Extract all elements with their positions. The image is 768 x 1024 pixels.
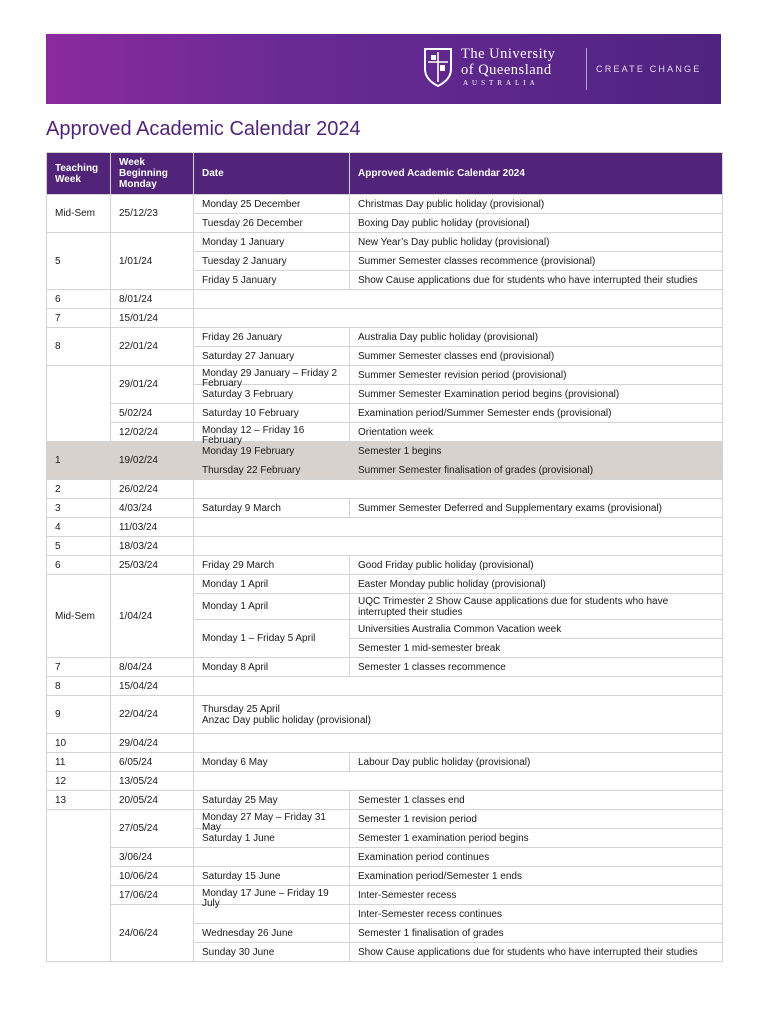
week-beginning-cell: 11/03/24: [111, 518, 194, 537]
week-beginning-cell: 13/05/24: [111, 772, 194, 791]
date-cell: Tuesday 26 December: [194, 214, 350, 233]
event-cell: Summer Semester finalisation of grades (provisional): [350, 461, 723, 480]
table-row: [47, 328, 723, 347]
event-cell: Good Friday public holiday (provisional): [350, 556, 723, 575]
week-beginning-cell: 8/01/24: [111, 290, 194, 309]
date-cell: Thursday 22 February: [194, 461, 350, 480]
event-cell: Semester 1 finalisation of grades: [350, 924, 723, 943]
date-text: Monday 12 – Friday 16 February: [202, 425, 305, 446]
week-beginning-cell: 10/06/24: [111, 867, 194, 886]
header-date: Date: [194, 153, 350, 195]
week-beginning-cell: 4/03/24: [111, 499, 194, 518]
event-cell: Boxing Day public holiday (provisional): [350, 214, 723, 233]
week-beginning-cell: 3/06/24: [111, 848, 194, 867]
empty-cell: [194, 677, 723, 696]
event-cell: Semester 1 mid-semester break: [350, 639, 723, 658]
teaching-week-cell: 8: [47, 328, 111, 366]
date-cell: Sunday 30 June: [194, 943, 350, 962]
table-row: [47, 537, 723, 556]
table-row: [47, 810, 723, 829]
week-beginning-cell: 27/05/24: [111, 810, 194, 848]
date-cell: Friday 26 January: [194, 328, 350, 347]
event-cell: Australia Day public holiday (provisional): [350, 328, 723, 347]
week-beginning-cell: 8/04/24: [111, 658, 194, 677]
table-row: [47, 753, 723, 772]
week-beginning-cell: 25/12/23: [111, 195, 194, 233]
event-cell: Semester 1 examination period begins: [350, 829, 723, 848]
event-cell: Show Cause applications due for students who have interrupted their studies: [350, 271, 723, 290]
empty-cell: [194, 772, 723, 791]
teaching-week-cell: [47, 810, 111, 962]
event-cell: Semester 1 begins: [350, 442, 723, 461]
event-cell: Universities Australia Common Vacation week: [350, 620, 723, 639]
date-cell: Monday 1 April: [194, 575, 350, 594]
teaching-week-cell: 5: [47, 537, 111, 556]
date-cell: Saturday 15 June: [194, 867, 350, 886]
date-cell: [194, 423, 350, 446]
event-cell: UQC Trimester 2 Show Cause applications due for students who have interrupted their studies: [350, 594, 723, 620]
week-beginning-cell: 22/04/24: [111, 696, 194, 734]
date-cell: Monday 25 December: [194, 195, 350, 214]
week-beginning-cell: 29/01/24: [111, 366, 194, 404]
table-row: [47, 791, 723, 810]
date-cell: Monday 1 April: [194, 594, 350, 620]
event-cell: Summer Semester Deferred and Supplementary exams (provisional): [350, 499, 723, 518]
event-cell: Summer Semester classes recommence (provisional): [350, 252, 723, 271]
event-cell: Orientation week: [350, 423, 723, 442]
brand-line-1: The University: [461, 46, 556, 62]
teaching-week-cell: 7: [47, 309, 111, 328]
date-cell: Saturday 27 January: [194, 347, 350, 366]
empty-cell: [194, 537, 723, 556]
date-cell: Friday 5 January: [194, 271, 350, 290]
date-cell: [194, 886, 350, 909]
week-beginning-cell: 24/06/24: [111, 905, 194, 962]
event-cell: Examination period continues: [350, 848, 723, 867]
event-cell: Summer Semester Examination period begins (provisional): [350, 385, 723, 404]
week-beginning-cell: 6/05/24: [111, 753, 194, 772]
table-row: [47, 658, 723, 677]
empty-cell: [194, 734, 723, 753]
table-row: [47, 886, 723, 905]
table-row: [47, 309, 723, 328]
date-cell: Tuesday 2 January: [194, 252, 350, 271]
teaching-week-cell: Mid-Sem: [47, 195, 111, 233]
event-cell: Summer Semester classes end (provisional): [350, 347, 723, 366]
table-row: [47, 499, 723, 518]
date-cell: Saturday 3 February: [194, 385, 350, 404]
week-beginning-cell: 19/02/24: [111, 442, 194, 480]
date-cell: Monday 1 – Friday 5 April: [194, 620, 350, 658]
university-crest-icon: [423, 47, 453, 87]
date-text: Thursday 25 April: [202, 703, 280, 715]
table-row: [47, 677, 723, 696]
event-cell: Examination period/Semester 1 ends: [350, 867, 723, 886]
table-row: [47, 734, 723, 753]
week-beginning-cell: 29/04/24: [111, 734, 194, 753]
brand-line-3: AUSTRALIA: [463, 79, 539, 87]
empty-cell: [194, 518, 723, 537]
teaching-week-cell: 3: [47, 499, 111, 518]
teaching-week-cell: 11: [47, 753, 111, 772]
table-row: [47, 366, 723, 385]
week-beginning-cell: 1/04/24: [111, 575, 194, 658]
date-cell: [194, 848, 350, 867]
event-cell: Christmas Day public holiday (provisional): [350, 195, 723, 214]
teaching-week-cell: 13: [47, 791, 111, 810]
date-cell: Saturday 25 May: [194, 791, 350, 810]
university-wordmark: [461, 46, 555, 88]
week-beginning-cell: 5/02/24: [111, 404, 194, 423]
empty-cell: [194, 290, 723, 309]
header-calendar: Approved Academic Calendar 2024: [350, 153, 723, 195]
date-cell: Friday 29 March: [194, 556, 350, 575]
date-cell: [194, 366, 350, 389]
teaching-week-cell: [47, 366, 111, 442]
event-cell: Semester 1 classes end: [350, 791, 723, 810]
date-cell: Saturday 9 March: [194, 499, 350, 518]
header-week-beginning: Week Beginning Monday: [111, 153, 194, 195]
empty-cell: [194, 309, 723, 328]
brand-line-2: of Queensland: [461, 62, 552, 78]
week-beginning-cell: 22/01/24: [111, 328, 194, 366]
week-beginning-cell: 20/05/24: [111, 791, 194, 810]
week-beginning-cell: 17/06/24: [111, 886, 194, 905]
week-beginning-cell: 1/01/24: [111, 233, 194, 290]
teaching-week-cell: 5: [47, 233, 111, 290]
teaching-week-cell: 12: [47, 772, 111, 791]
teaching-week-cell: 10: [47, 734, 111, 753]
table-row: [47, 848, 723, 867]
date-cell: Monday 6 May: [194, 753, 350, 772]
event-cell: Semester 1 classes recommence: [350, 658, 723, 677]
table-row: [47, 867, 723, 886]
week-beginning-cell: 15/04/24: [111, 677, 194, 696]
teaching-week-cell: 8: [47, 677, 111, 696]
table-row: [47, 905, 723, 924]
calendar-table: [46, 152, 723, 962]
table-row: [47, 696, 723, 734]
table-header-row: [47, 153, 723, 195]
table-row: [47, 575, 723, 594]
date-cell: Saturday 10 February: [194, 404, 350, 423]
teaching-week-cell: 9: [47, 696, 111, 734]
event-cell: Inter-Semester recess continues: [350, 905, 723, 924]
week-beginning-cell: 15/01/24: [111, 309, 194, 328]
date-cell: Saturday 1 June: [194, 829, 350, 848]
header-banner: [46, 34, 721, 104]
table-row: [47, 556, 723, 575]
week-beginning-cell: 26/02/24: [111, 480, 194, 499]
teaching-week-cell: 6: [47, 556, 111, 575]
date-text: Monday 29 January – Friday 2 February: [202, 368, 338, 389]
table-row: [47, 480, 723, 499]
event-cell: Summer Semester revision period (provisional): [350, 366, 723, 385]
week-beginning-cell: 12/02/24: [111, 423, 194, 442]
empty-cell: [194, 480, 723, 499]
page-title: Approved Academic Calendar 2024: [46, 118, 361, 140]
teaching-week-cell: Mid-Sem: [47, 575, 111, 658]
date-cell: [194, 810, 350, 833]
event-cell: Examination period/Summer Semester ends (provisional): [350, 404, 723, 423]
event-cell: New Year’s Day public holiday (provisional): [350, 233, 723, 252]
table-row-highlighted: [47, 442, 723, 461]
event-cell: Labour Day public holiday (provisional): [350, 753, 723, 772]
teaching-week-cell: 2: [47, 480, 111, 499]
date-text: Monday 27 May – Friday 31 May: [202, 812, 326, 833]
event-text: Anzac Day public holiday (provisional): [202, 714, 371, 726]
banner-divider: [586, 48, 587, 90]
table-row: [47, 518, 723, 537]
table-row: [47, 404, 723, 423]
week-beginning-cell: 18/03/24: [111, 537, 194, 556]
brand-tagline: CREATE CHANGE: [596, 64, 702, 74]
table-row: [47, 423, 723, 442]
combined-cell: [194, 696, 723, 734]
event-cell: Semester 1 revision period: [350, 810, 723, 829]
week-beginning-cell: 25/03/24: [111, 556, 194, 575]
date-text: Monday 17 June – Friday 19 July: [202, 888, 329, 909]
event-cell: Inter-Semester recess: [350, 886, 723, 905]
date-cell: Monday 8 April: [194, 658, 350, 677]
table-row: [47, 290, 723, 309]
header-teaching-week: Teaching Week: [47, 153, 111, 195]
table-row: [47, 195, 723, 214]
table-row: [47, 233, 723, 252]
date-cell: Wednesday 26 June: [194, 924, 350, 943]
teaching-week-cell: 6: [47, 290, 111, 309]
event-cell: Show Cause applications due for students who have interrupted their studies: [350, 943, 723, 962]
event-cell: Easter Monday public holiday (provisional): [350, 575, 723, 594]
teaching-week-cell: 1: [47, 442, 111, 480]
teaching-week-cell: 7: [47, 658, 111, 677]
date-cell: Monday 19 February: [194, 442, 350, 461]
table-row: [47, 772, 723, 791]
date-cell: Monday 1 January: [194, 233, 350, 252]
teaching-week-cell: 4: [47, 518, 111, 537]
